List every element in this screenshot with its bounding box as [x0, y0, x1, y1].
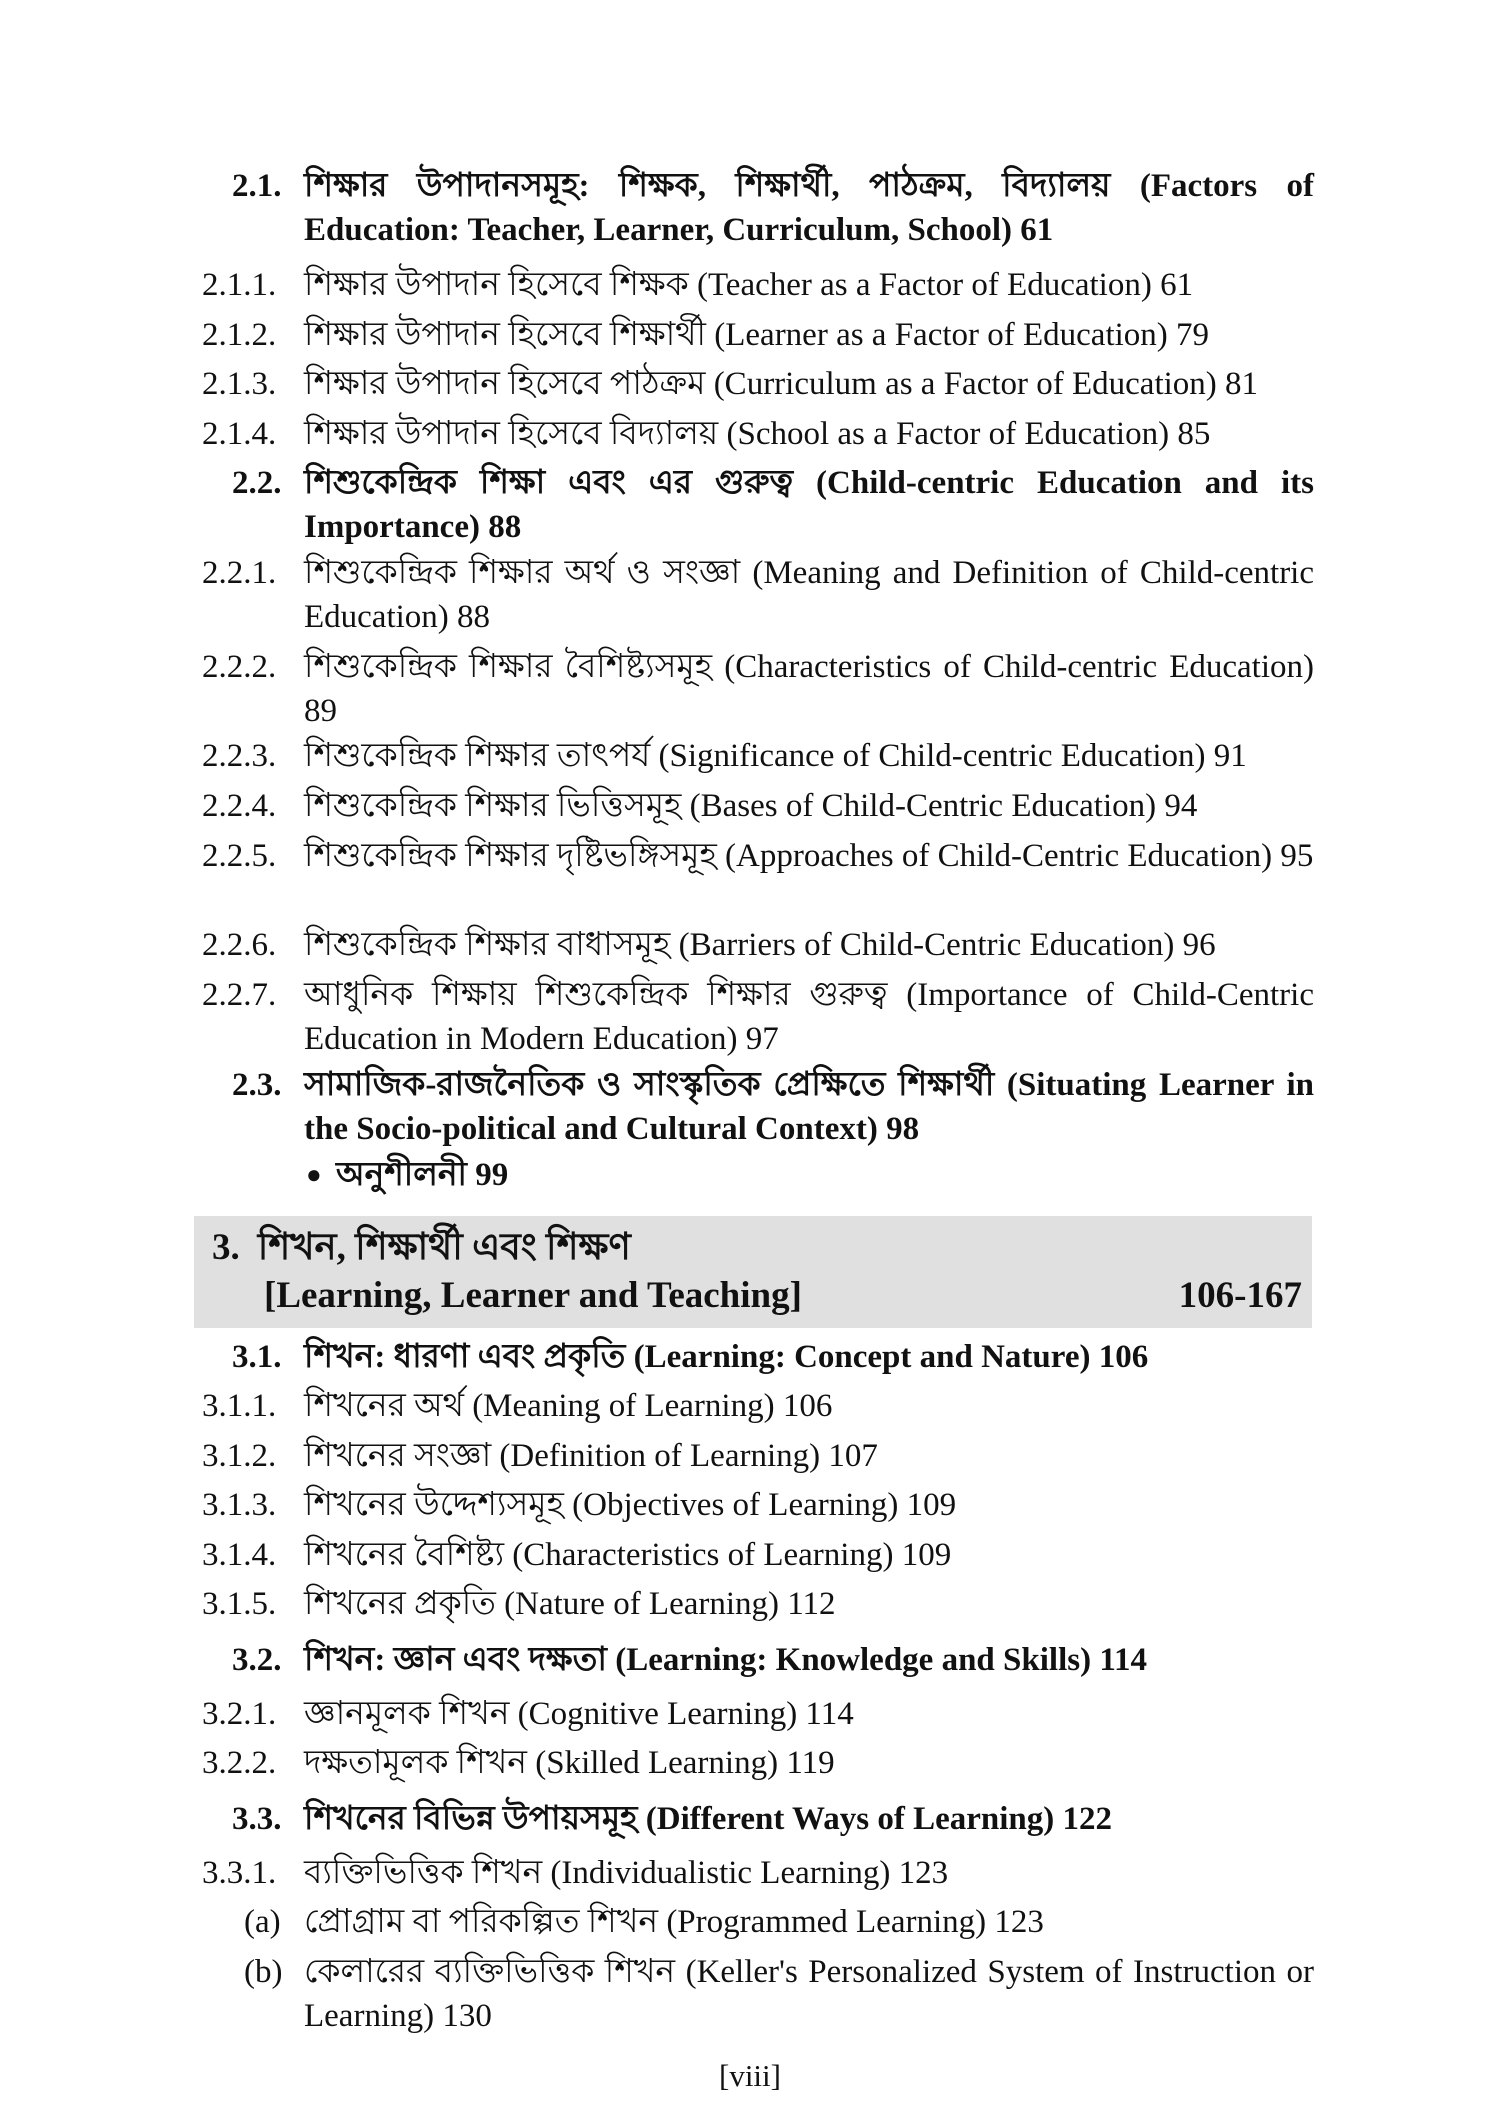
toc-entry [202, 362, 1314, 406]
entry-number: 2.1.4. [202, 416, 277, 452]
chapter-page-range: 106-167 [1178, 1275, 1302, 1316]
toc-entry [202, 1434, 1314, 1478]
entry-number: 2.1.1. [202, 267, 277, 303]
toc-entry [202, 923, 1314, 967]
toc-entry [202, 1950, 1314, 2038]
toc-entry [202, 834, 1314, 878]
entry-number: 2.2.5. [202, 838, 277, 874]
entry-number: 2.2. [232, 465, 282, 501]
entry-title: শিখন: জ্ঞান এবং দক্ষতা (Learning: Knowledge and Skills) 114 [304, 1642, 1148, 1678]
entry-number: 2.2.6. [202, 927, 277, 963]
entry-title: শিখনের বৈশিষ্ট্য (Characteristics of Learning) 109 [304, 1537, 952, 1573]
entry-title: আধুনিক শিক্ষায় শিশুকেন্দ্রিক শিক্ষার গুরুত্ব (Importance of Child-Centric Education in Modern Education) 97 [304, 977, 1314, 1057]
entry-number: 2.2.4. [202, 788, 277, 824]
entry-number: 2.2.3. [202, 738, 277, 774]
entry-title: শিশুকেন্দ্রিক শিক্ষার দৃষ্টিভঙ্গিসমূহ (Approaches of Child-Centric Education) 95 [304, 838, 1314, 874]
entry-title: শিখন: ধারণা এবং প্রকৃতি (Learning: Concept and Nature) 106 [304, 1339, 1149, 1375]
toc-entry [202, 645, 1314, 733]
entry-number: 3.1. [232, 1339, 282, 1375]
entry-number: 3.3. [232, 1801, 282, 1837]
entry-title: অনুশীলনী 99 [336, 1157, 509, 1193]
entry-title: শিখনের সংজ্ঞা (Definition of Learning) 107 [304, 1438, 878, 1474]
entry-title: প্রোগ্রাম বা পরিকল্পিত শিখন (Programmed Learning) 123 [304, 1904, 1044, 1940]
toc-entry [202, 1384, 1314, 1428]
toc-entry [202, 412, 1314, 456]
entry-title: শিশুকেন্দ্রিক শিক্ষার অর্থ ও সংজ্ঞা (Meaning and Definition of Child-centric Education) 88 [304, 555, 1314, 635]
entry-number: 2.1. [232, 168, 282, 204]
entry-title: শিখনের উদ্দেশ্যসমূহ (Objectives of Learning) 109 [304, 1487, 957, 1523]
entry-number: 2.2.7. [202, 977, 277, 1013]
chapter-number: 3. [212, 1227, 240, 1268]
entry-title: সামাজিক-রাজনৈতিক ও সাংস্কৃতিক প্রেক্ষিতে শিক্ষার্থী (Situating Learner in the Socio-political and Cultural Context) 98 [304, 1067, 1314, 1147]
entry-number: (a) [244, 1904, 281, 1940]
entry-number: 3.2.2. [202, 1745, 277, 1781]
entry-title: দক্ষতামূলক শিখন (Skilled Learning) 119 [304, 1745, 835, 1781]
entry-title: শিখনের বিভিন্ন উপায়সমূহ (Different Ways of Learning) 122 [304, 1801, 1112, 1837]
entry-number: 3.1.2. [202, 1438, 277, 1474]
entry-title: শিশুকেন্দ্রিক শিক্ষার ভিত্তিসমূহ (Bases of Child-Centric Education) 94 [304, 788, 1198, 824]
toc-entry [202, 1335, 1314, 1379]
entry-title: শিখনের প্রকৃতি (Nature of Learning) 112 [304, 1586, 836, 1622]
chapter-heading [194, 1216, 1312, 1328]
toc-entry [202, 1638, 1314, 1682]
entry-title: কেলারের ব্যক্তিভিত্তিক শিখন (Keller's Personalized System of Instruction or Learning) 130 [304, 1954, 1314, 2034]
entry-number: 3.2. [232, 1642, 282, 1678]
toc-entry [202, 1900, 1314, 1944]
toc-entry [202, 973, 1314, 1061]
entry-number: (b) [244, 1954, 283, 1990]
entry-title: জ্ঞানমূলক শিখন (Cognitive Learning) 114 [304, 1696, 854, 1732]
entry-number: 2.1.3. [202, 366, 277, 402]
chapter-title-bn-line [212, 1224, 631, 1272]
toc-entry [202, 784, 1314, 828]
toc-entry [202, 313, 1314, 357]
entry-number: 3.2.1. [202, 1696, 277, 1732]
entry-number: 3.1.3. [202, 1487, 277, 1523]
toc-entry [202, 1741, 1314, 1785]
toc-entry [202, 1153, 1314, 1197]
entry-number: 3.1.5. [202, 1586, 277, 1622]
entry-title: শিখনের অর্থ (Meaning of Learning) 106 [304, 1388, 833, 1424]
entry-number: 2.1.2. [202, 317, 277, 353]
toc-entry [202, 263, 1314, 307]
entry-title: শিক্ষার উপাদান হিসেবে বিদ্যালয় (School as a Factor of Education) 85 [304, 416, 1211, 452]
toc-entry [202, 1063, 1314, 1151]
entry-title: শিশুকেন্দ্রিক শিক্ষার বাধাসমূহ (Barriers of Child-Centric Education) 96 [304, 927, 1216, 963]
toc-entry [202, 1692, 1314, 1736]
toc-entry [202, 1533, 1314, 1577]
entry-number: 3.3.1. [202, 1855, 277, 1891]
entry-number: 2.3. [232, 1067, 282, 1103]
toc-entry [202, 1851, 1314, 1895]
entry-number: 3.1.4. [202, 1537, 277, 1573]
entry-title: শিক্ষার উপাদানসমূহ: শিক্ষক, শিক্ষার্থী, পাঠক্রম, বিদ্যালয় (Factors of Education: Teacher, Learner, Curriculum, School) 61 [304, 168, 1314, 248]
entry-title: শিশুকেন্দ্রিক শিক্ষা এবং এর গুরুত্ব (Child-centric Education and its Importance) 88 [304, 465, 1314, 545]
bullet-icon: ● [306, 1160, 322, 1189]
toc-entry [202, 164, 1314, 252]
entry-title: শিক্ষার উপাদান হিসেবে পাঠক্রম (Curriculum as a Factor of Education) 81 [304, 366, 1259, 402]
chapter-title-en: [Learning, Learner and Teaching] [264, 1275, 802, 1316]
entry-title: শিশুকেন্দ্রিক শিক্ষার তাৎপর্য (Significance of Child-centric Education) 91 [304, 738, 1247, 774]
entry-title: ব্যক্তিভিত্তিক শিখন (Individualistic Learning) 123 [304, 1855, 949, 1891]
page-number: [viii] [719, 2058, 781, 2093]
toc-entry [202, 1797, 1314, 1841]
entry-number: 2.2.2. [202, 649, 277, 685]
chapter-title-bn: শিখন, শিক্ষার্থী এবং শিক্ষণ [257, 1227, 631, 1268]
entry-title: শিক্ষার উপাদান হিসেবে শিক্ষার্থী (Learner as a Factor of Education) 79 [304, 317, 1210, 353]
toc-entry [202, 1483, 1314, 1527]
entry-title: শিক্ষার উপাদান হিসেবে শিক্ষক (Teacher as a Factor of Education) 61 [304, 267, 1194, 303]
entry-number: 3.1.1. [202, 1388, 277, 1424]
entry-title: শিশুকেন্দ্রিক শিক্ষার বৈশিষ্ট্যসমূহ (Characteristics of Child-centric Education) 89 [304, 649, 1314, 729]
toc-entry [202, 734, 1314, 778]
toc-entry [202, 1582, 1314, 1626]
entry-number: 2.2.1. [202, 555, 277, 591]
toc-entry [202, 551, 1314, 639]
toc-entry [202, 461, 1314, 549]
